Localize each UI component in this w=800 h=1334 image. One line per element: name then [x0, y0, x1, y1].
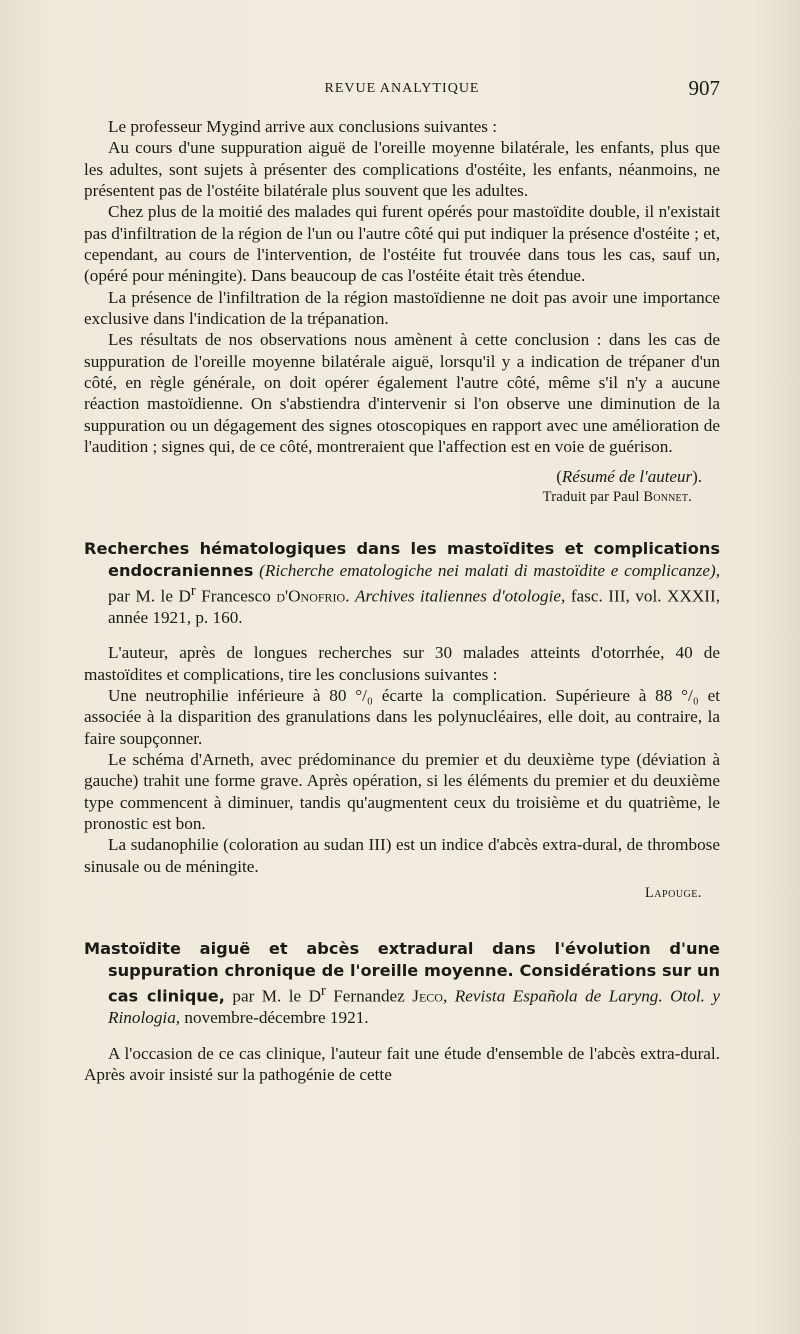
- section-conclusions: [84, 116, 720, 508]
- running-title: REVUE ANALYTIQUE: [324, 81, 480, 96]
- citation-details: fasc. III, vol. XXXII, année 1921, p. 160.: [108, 586, 721, 627]
- paragraph: Chez plus de la moitié des malades qui furent opérés pour mastoïdite double, il n'existait pas d'infiltration de la région de l'un ou l'autre côté qui put indiquer la présence d'ostéite ; et, cependant, au cours de l'intervention, de l'ostéite fut trouvée dans tous les cas, sauf un, (opéré pour méningite). Dans beaucoup de cas l'ostéite était très étendue.: [84, 202, 720, 286]
- author-surname: Jeco,: [412, 986, 448, 1006]
- paragraph: A l'occasion de ce cas clinique, l'auteur fait une étude d'ensemble de l'abcès extra-dural. Après avoir insisté sur la pathogénie de cette: [84, 1043, 720, 1084]
- summary-note-text: Résumé de l'auteur: [561, 466, 693, 486]
- article-title: Recherches hématologiques dans les mastoïdites et complications endocraniennes: [84, 539, 720, 580]
- paragraph: Au cours d'une suppuration aiguë de l'oreille moyenne bilatérale, les enfants, plus que les adultes, sont sujets à présenter des complications d'ostéite, les enfants, néanmoins, ne présentent pas de l'ostéite bilatérale plus souvent que les adultes.: [84, 138, 720, 201]
- summary-note-close: ).: [692, 466, 702, 486]
- journal-name: Archives italiennes d'otologie,: [355, 586, 566, 606]
- page-body: [84, 116, 720, 1085]
- author-name: Fernandez: [333, 986, 405, 1006]
- article-hematology: [84, 538, 720, 904]
- author-prefix: par M. le D: [232, 986, 322, 1006]
- translator-credit: [84, 487, 692, 508]
- article-mastoiditis: [84, 938, 720, 1085]
- spacer: [84, 1029, 720, 1043]
- paragraph: Le schéma d'Arneth, avec prédominance du premier et du deuxième type (déviation à gauche) trahit une forme grave. Après opération, si les éléments du premier et du deuxième type commencent à diminuer, tandis qu'augmentent ceux du troisième et du quatrième, le pronostic est bon.: [84, 750, 720, 834]
- author-name: Francesco: [201, 586, 271, 606]
- author-surname: d'Onofrio.: [276, 586, 350, 606]
- article-heading: [84, 538, 720, 628]
- translator-prefix: Traduit par Paul: [542, 488, 640, 505]
- publication-date: novembre-décembre 1921.: [184, 1008, 369, 1028]
- author-signature: Lapouge.: [644, 885, 702, 902]
- paragraph: Une neutrophilie inférieure à 80 °/₀ écarte la complication. Supérieure à 88 °/₀ et associée à la disparition des granulations dans les polynucléaires, elle doit, au contraire, la faire soupçonner.: [84, 685, 720, 748]
- paragraph: Les résultats de nos observations nous amènent à cette conclusion : dans les cas de suppuration de l'oreille moyenne bilatérale aiguë, lorsqu'il y a indication de trépaner d'un côté, en règle générale, on doit opérer également l'autre côté, même s'il n'y a aucune réaction mastoïdienne. On s'abstiendra d'intervenir si l'on observe une diminution de la suppuration ou un dégagement des signes otoscopiques en rapport avec une amélioration de l'audition ; signes qui, de ce côté, montreraient que l'affection est en voie de guérison.: [84, 330, 720, 457]
- spacer: [84, 628, 720, 642]
- paragraph: La sudanophilie (coloration au sudan III) est un indice d'abcès extra-dural, de thrombose sinusale ou de méningite.: [84, 835, 720, 876]
- article-heading: [84, 938, 720, 1028]
- page-number: 907: [688, 76, 720, 100]
- author-sup: r: [321, 983, 326, 1000]
- journal-name: Revista Española de Laryng. Otol. y Rinologia,: [108, 986, 721, 1028]
- summary-note-open: (: [556, 466, 562, 486]
- page-header: [84, 76, 720, 100]
- paragraph: Le professeur Mygind arrive aux conclusions suivantes :: [108, 117, 498, 136]
- author-prefix: par M. le D: [108, 586, 191, 606]
- paragraph: La présence de l'infiltration de la région mastoïdienne ne doit pas avoir une importance exclusive dans l'indication de la trépanation.: [84, 287, 720, 329]
- author-sup: r: [190, 582, 196, 599]
- article-title: Mastoïdite aiguë et abcès extradural dans l'évolution d'une suppuration chronique de l'oreille moyenne. Considérations sur un cas clinique,: [84, 939, 720, 1006]
- translator-name: Bonnet.: [643, 488, 692, 505]
- paragraph: L'auteur, après de longues recherches sur 30 malades atteints d'otorrhée, 40 de mastoïdites et complications, tire les conclusions suivantes :: [84, 643, 720, 684]
- original-title: (Richerche ematologiche nei malati di mastoïdite e complicanze),: [259, 560, 720, 580]
- summary-note: [84, 466, 702, 487]
